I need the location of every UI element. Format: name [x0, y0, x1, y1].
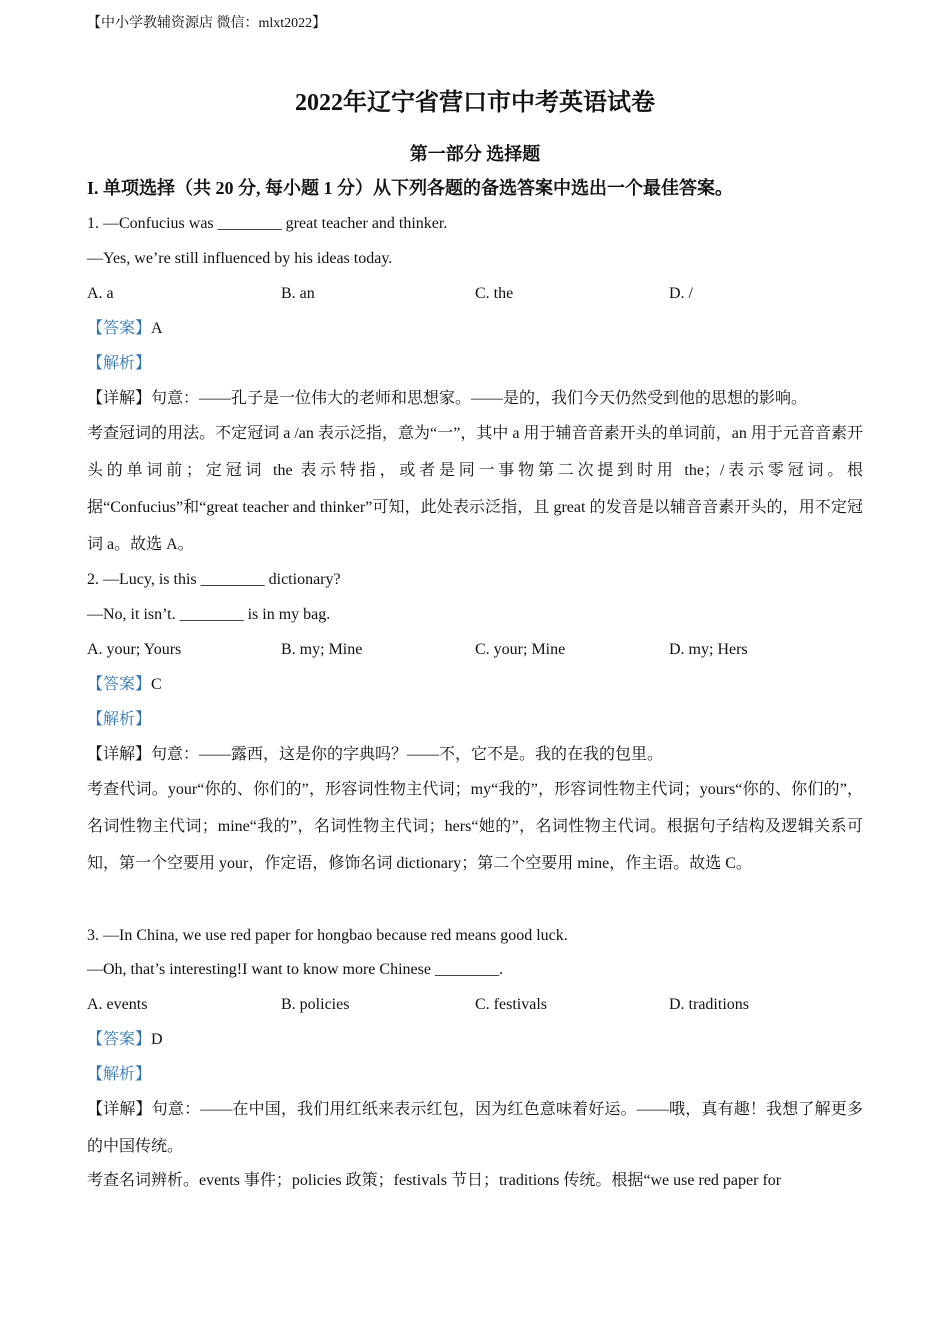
question-1-option-b: B. an: [281, 285, 315, 302]
question-3-stem-1: 3. —In China, we use red paper for hongbao because red means good luck.: [87, 927, 568, 944]
question-2-option-a: A. your; Yours: [87, 641, 182, 658]
answer-value: D: [151, 1031, 163, 1048]
question-1-explanation: 考查冠词的用法。不定冠词 a /an 表示泛指，意为“一”，其中 a 用于辅音音素开头的单词前，an 用于元音音素开头的单词前；定冠词 the 表示特指，或者是同一事物第二次提到时用 the；/表示零冠词。根据“Confucius”和“great teacher and thinker”可知，此处表示泛指，且 great 的发音是以辅音音素开头的，用不定冠词 a。故选 A。: [87, 425, 863, 553]
question-2-detail: 【详解】句意：——露西，这是你的字典吗？——不，它不是。我的在我的包里。: [87, 746, 664, 763]
part-title: 第一部分 选择题: [409, 144, 541, 164]
question-2-stem-1: 2. —Lucy, is this ________ dictionary?: [87, 571, 341, 588]
question-3-option-d: D. traditions: [669, 996, 749, 1013]
question-2-explanation: 考查代词。your“你的、你们的”，形容词性物主代词；my“我的”，形容词性物主代词；yours“你的、你们的”，名词性物主代词；mine“我的”，名词性物主代词；hers“她的”，名词性物主代词。根据句子结构及逻辑关系可知，第一个空要用 your，作定语，修饰名词 dictionary；第二个空要用 mine，作主语。故选 C。: [87, 781, 863, 872]
answer-tag: 【答案】: [87, 320, 152, 337]
question-1-option-a: A. a: [87, 285, 114, 302]
question-3-stem-2: —Oh, that’s interesting!I want to know more Chinese ________.: [87, 961, 503, 978]
answer-value: C: [151, 676, 162, 693]
answer-tag: 【答案】: [87, 676, 152, 693]
question-2-option-b: B. my; Mine: [281, 641, 363, 658]
question-2-option-c: C. your; Mine: [475, 641, 566, 658]
question-3-option-b: B. policies: [281, 996, 350, 1013]
question-1-analysis-tag: 【解析】: [87, 355, 152, 372]
question-2-analysis-tag: 【解析】: [87, 711, 152, 728]
section-heading: I. 单项选择（共 20 分, 每小题 1 分）从下列各题的备选答案中选出一个最佳答案。: [87, 178, 734, 198]
answer-value: A: [151, 320, 163, 337]
question-3-option-c: C. festivals: [475, 996, 547, 1013]
question-3-explanation: 考查名词辨析。events 事件；policies 政策；festivals 节日；traditions 传统。根据“we use red paper for: [87, 1172, 782, 1189]
question-1-stem-1: 1. —Confucius was ________ great teacher and thinker.: [87, 215, 448, 232]
question-3-analysis-tag: 【解析】: [87, 1066, 152, 1083]
page-title: 2022年辽宁省营口市中考英语试卷: [295, 90, 655, 116]
question-1-answer: [87, 318, 867, 340]
question-2-option-d: D. my; Hers: [669, 641, 748, 658]
header-note: 【中小学教辅资源店 微信：mlxt2022】: [87, 16, 327, 31]
question-1-option-c: C. the: [475, 285, 514, 302]
question-3-answer: [87, 1029, 867, 1051]
question-1-detail: 【详解】句意：——孔子是一位伟大的老师和思想家。——是的，我们今天仍然受到他的思想的影响。: [87, 390, 808, 407]
question-2-answer: [87, 674, 867, 696]
question-1-option-d: D. /: [669, 285, 693, 302]
question-2-stem-2: —No, it isn’t. ________ is in my bag.: [87, 606, 331, 623]
question-1-stem-2: —Yes, we’re still influenced by his ideas today.: [87, 250, 393, 267]
question-3-detail: 【详解】句意：——在中国，我们用红纸来表示红包，因为红色意味着好运。——哦，真有趣！我想了解更多的中国传统。: [87, 1101, 863, 1155]
question-3-option-a: A. events: [87, 996, 148, 1013]
answer-tag: 【答案】: [87, 1031, 152, 1048]
